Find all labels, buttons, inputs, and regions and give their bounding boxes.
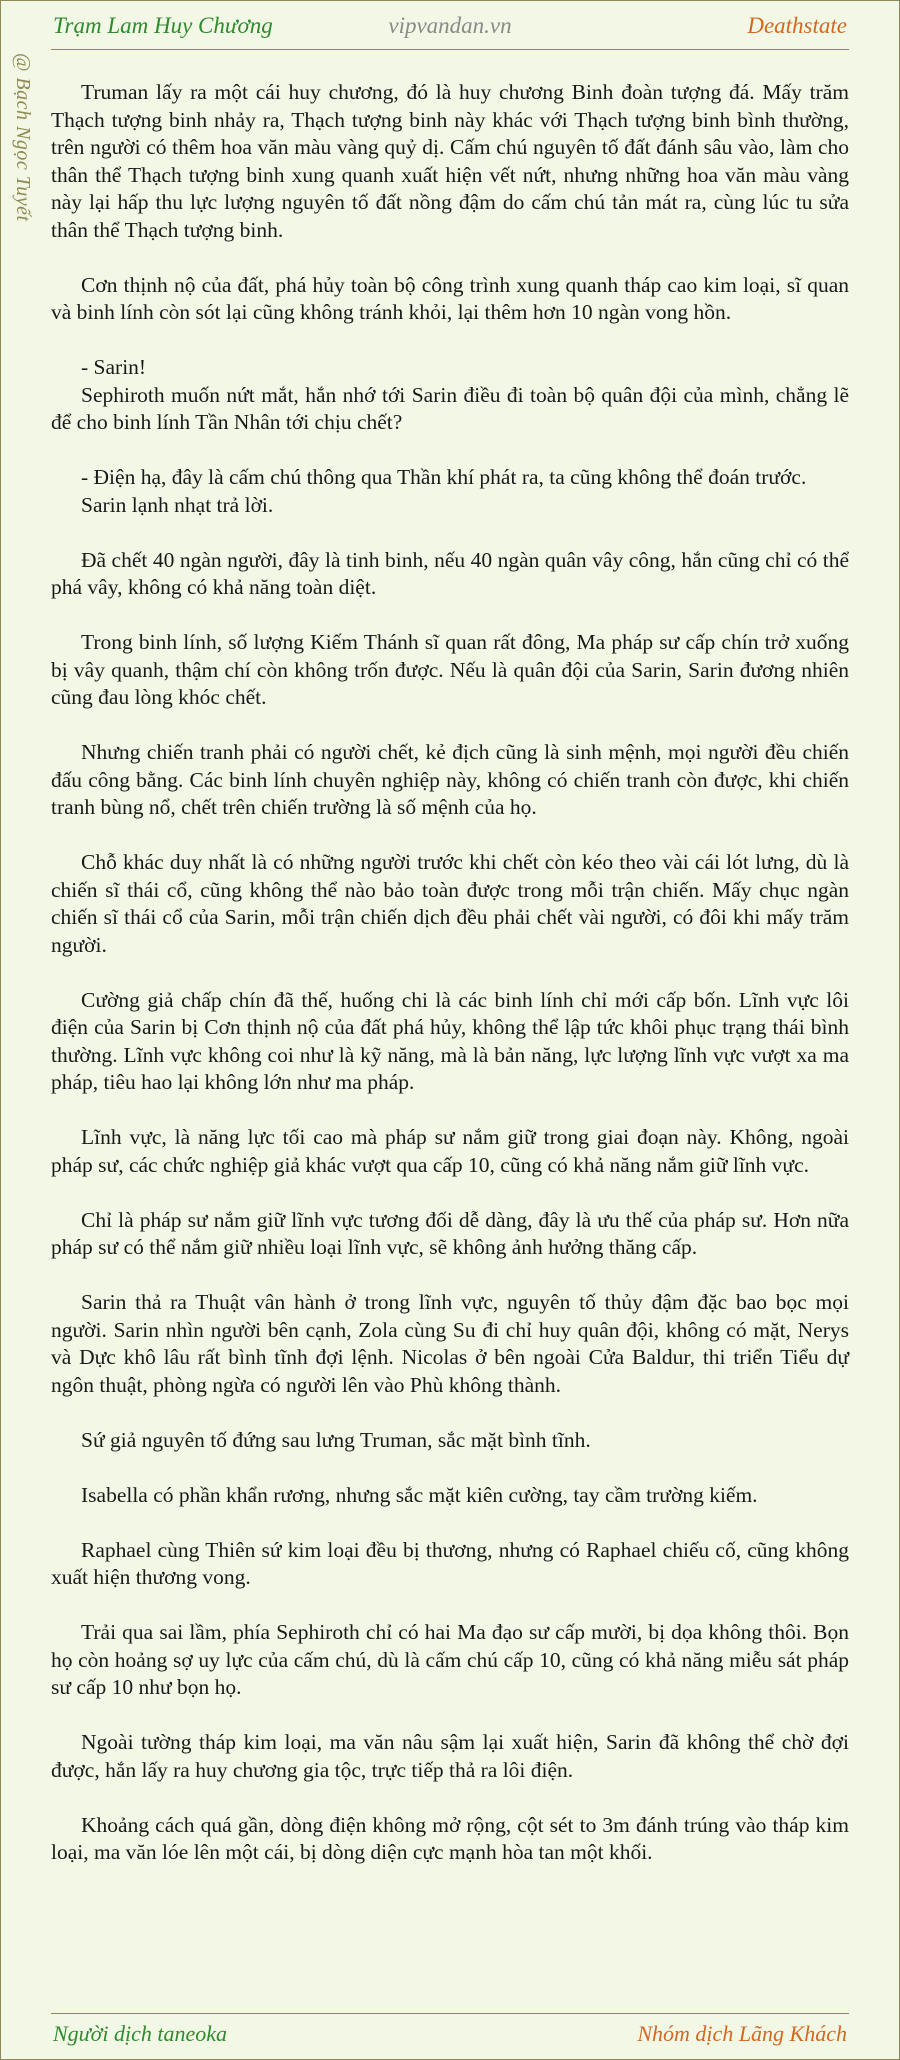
paragraph: Isabella có phần khẩn rương, nhưng sắc mặt kiên cường, tay cầm trường kiếm. <box>81 1482 758 1507</box>
paragraph: Ngoài tường tháp kim loại, ma văn nâu sậm lại xuất hiện, Sarin đã không thể chờ đợi được, hắn lấy ra huy chương gia tộc, trực tiếp thả ra lôi điện. <box>51 1730 849 1782</box>
header-book-title: Trạm Lam Huy Chương <box>53 13 273 38</box>
paragraph: Đã chết 40 ngàn người, đây là tinh binh, nếu 40 ngàn quân vây công, hắn cũng chỉ có thể phá vây, không có khả năng toàn diệt. <box>51 547 849 599</box>
paragraph: - Điện hạ, đây là cấm chú thông qua Thần khí phát ra, ta cũng không thể đoán trước. <box>81 465 807 489</box>
paragraph: Cơn thịnh nộ của đất, phá hủy toàn bộ công trình xung quanh tháp cao kim loại, sĩ quan và binh lính còn sót lại cũng không tránh khỏi, lại thêm hơn 10 ngàn vong hồn. <box>51 272 849 324</box>
header-website: vipvandan.vn <box>388 13 512 38</box>
header-divider <box>51 49 849 50</box>
footer-group: Nhóm dịch Lãng Khách <box>637 2021 847 2046</box>
paragraph: Chỉ là pháp sư nắm giữ lĩnh vực tương đối dễ dàng, đây là ưu thế của pháp sư. Hơn nữa pháp sư có thể nắm giữ nhiều loại lĩnh vực, sẽ không ảnh hưởng thăng cấp. <box>51 1207 849 1259</box>
paragraph: Truman lấy ra một cái huy chương, đó là huy chương Binh đoàn tượng đá. Mấy trăm Thạch tượng binh nhảy ra, Thạch tượng binh này khác với Thạch tượng binh bình thường, trên người có thêm hoa văn màu vàng quỷ dị. Cấm chú nguyên tố đất đánh sâu vào, làm cho thân thể Thạch tượng binh xung quanh xuất hiện vết nứt, nhưng những hoa văn màu vàng này lại hấp thu lực lượng nguyên tố đất nồng đậm do cấm chú tản mát ra, cùng lúc tu sửa thân thể Thạch tượng binh. <box>51 80 849 242</box>
paragraph: Sarin lạnh nhạt trả lời. <box>81 492 274 517</box>
paragraph: Raphael cùng Thiên sứ kim loại đều bị thương, nhưng có Raphael chiếu cố, cũng không xuất hiện thương vong. <box>51 1537 849 1589</box>
paragraph: Chỗ khác duy nhất là có những người trước khi chết còn kéo theo vài cái lót lưng, dù là chiến sĩ thái cổ, cũng không thể nào bảo toàn được trong mỗi trận chiến. Mấy chục ngàn chiến sĩ thái cổ của Sarin, mỗi trận chiến dịch đều phải chết vài người, có đôi khi mấy trăm người. <box>51 850 849 957</box>
page-header <box>53 9 847 43</box>
paragraph: Cường giả chấp chín đã thế, huống chi là các binh lính chỉ mới cấp bốn. Lĩnh vực lôi điện của Sarin bị Cơn thịnh nộ của đất phá hủy, không thể lập tức khôi phục trạng thái bình thường. Lĩnh vực không coi như là kỹ năng, mà là bản năng, lực lượng lĩnh vực vượt xa ma pháp, tiêu hao lại không lớn như ma pháp. <box>51 987 849 1094</box>
page-footer <box>53 2019 847 2053</box>
paragraph: Sứ giả nguyên tố đứng sau lưng Truman, sắc mặt bình tĩnh. <box>81 1427 591 1452</box>
header-author: Deathstate <box>747 13 847 38</box>
footer-translator: Người dịch taneoka <box>53 2021 228 2046</box>
paragraph: Sarin thả ra Thuật vân hành ở trong lĩnh vực, nguyên tố thủy đậm đặc bao bọc mọi người. Sarin nhìn người bên cạnh, Zola cùng Su đi chỉ huy quân đội, không có mặt, Nerys và Dực khô lâu rất bình tĩnh đợi lệnh. Nicolas ở bên ngoài Cửa Baldur, thi triển Tiểu dự ngôn thuật, phòng ngừa có người lên vào Phù không thành. <box>51 1290 849 1397</box>
paragraph: Trải qua sai lầm, phía Sephiroth chỉ có hai Ma đạo sư cấp mười, bị dọa không thôi. Bọn họ còn hoảng sợ uy lực của cấm chú, dù là cấm chú cấp 10, cũng có khả năng miễu sát pháp sư cấp 10 như bọn họ. <box>51 1620 849 1699</box>
paragraph: Trong binh lính, số lượng Kiếm Thánh sĩ quan rất đông, Ma pháp sư cấp chín trở xuống bị vây quanh, thậm chí còn không trốn được. Nếu là quân đội của Sarin, Sarin đương nhiên cũng đau lòng khóc chết. <box>51 630 849 709</box>
side-credit: @ Bạch Ngọc Tuyết <box>12 53 34 222</box>
chapter-text <box>51 79 849 1894</box>
paragraph: - Sarin! <box>81 355 147 379</box>
paragraph: Sephiroth muốn nứt mắt, hắn nhớ tới Sarin điều đi toàn bộ quân đội của mình, chẳng lẽ để cho binh lính Tần Nhân tới chịu chết? <box>51 382 849 434</box>
paragraph: Khoảng cách quá gần, dòng điện không mở rộng, cột sét to 3m đánh trúng vào tháp kim loại, ma văn lóe lên một cái, bị dòng diện cực mạnh hòa tan một khối. <box>51 1812 849 1864</box>
footer-divider <box>51 2013 849 2014</box>
paragraph: Nhưng chiến tranh phải có người chết, kẻ địch cũng là sinh mệnh, mọi người đều chiến đấu công bằng. Các binh lính chuyên nghiệp này, không có chiến tranh còn được, khi chiến tranh bùng nổ, chết trên chiến trường là số mệnh của họ. <box>51 740 849 819</box>
paragraph: Lĩnh vực, là năng lực tối cao mà pháp sư nắm giữ trong giai đoạn này. Không, ngoài pháp sư, các chức nghiệp giả khác vượt qua cấp 10, cũng có khả năng nắm giữ lĩnh vực. <box>51 1125 849 1177</box>
